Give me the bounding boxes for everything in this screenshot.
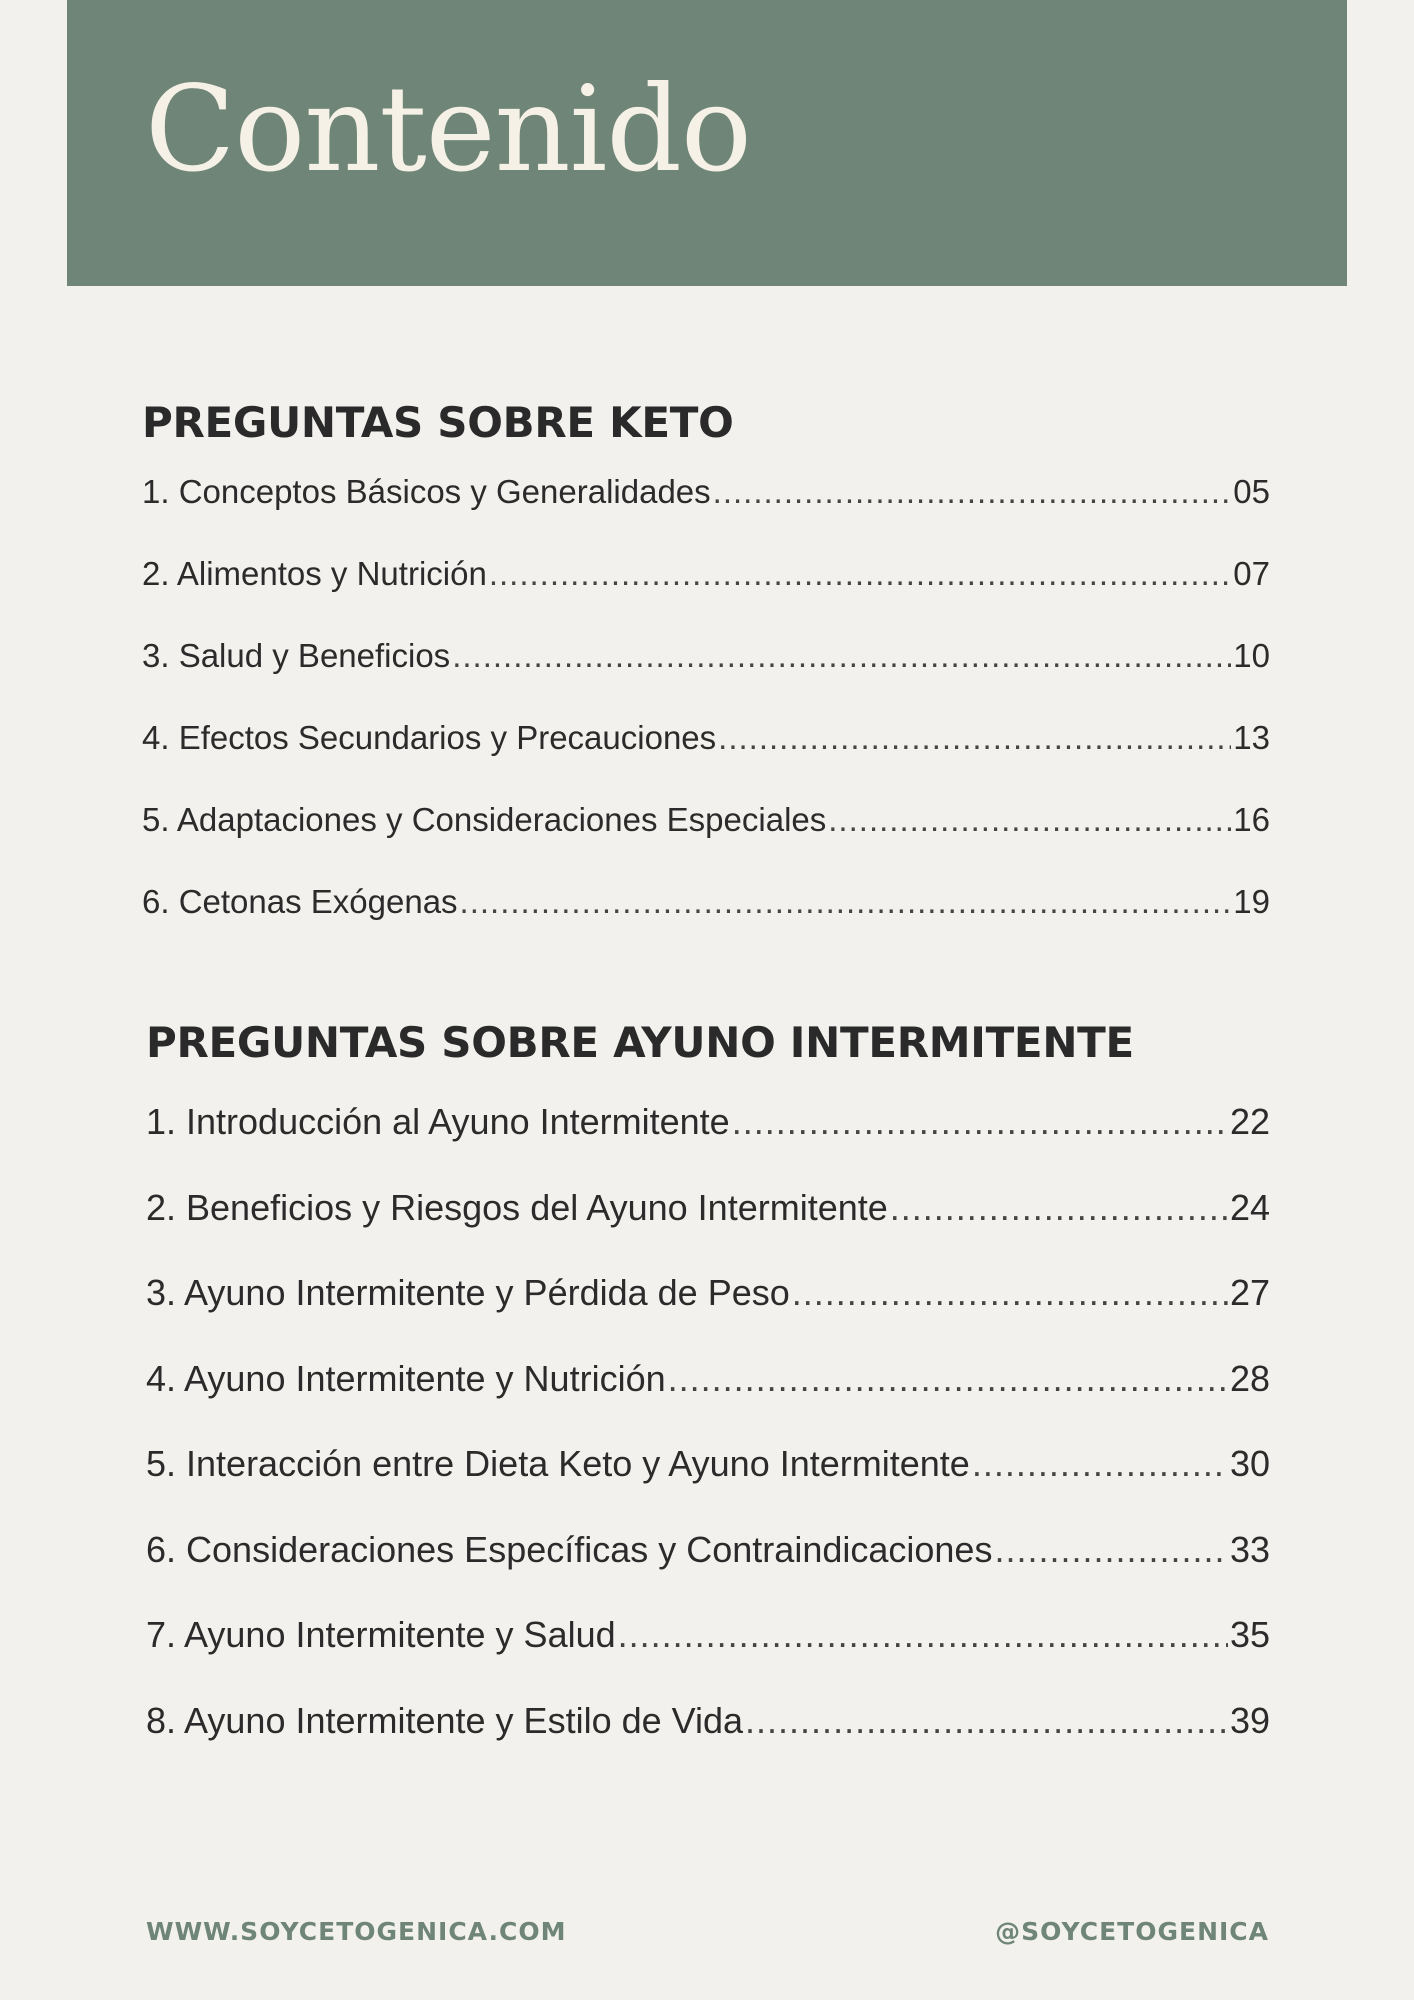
toc-page-number: 10 <box>1233 637 1270 674</box>
toc-item[interactable] <box>142 883 1270 965</box>
dot-leader <box>618 1614 1228 1656</box>
dot-leader <box>745 1700 1228 1742</box>
section-heading: PREGUNTAS SOBRE KETO <box>142 398 734 447</box>
toc-item[interactable] <box>142 801 1270 883</box>
toc-list <box>146 1101 1270 1785</box>
toc-item-label: 4. Ayuno Intermitente y Nutrición <box>146 1357 666 1399</box>
header-band <box>67 0 1347 286</box>
dot-leader <box>994 1529 1228 1571</box>
toc-list <box>142 473 1270 965</box>
toc-item[interactable] <box>146 1358 1270 1444</box>
toc-item-label: 7. Ayuno Intermitente y Salud <box>146 1614 616 1655</box>
toc-page-number: 30 <box>1229 1443 1270 1484</box>
toc-item[interactable] <box>146 1700 1270 1786</box>
toc-item-label: 8. Ayuno Intermitente y Estilo de Vida <box>146 1699 744 1741</box>
toc-item[interactable] <box>146 1529 1270 1615</box>
dot-leader <box>972 1443 1228 1485</box>
toc-item[interactable] <box>142 637 1270 719</box>
dot-leader <box>668 1358 1228 1400</box>
toc-item-label: 4. Efectos Secundarios y Precauciones <box>142 719 717 756</box>
page-title: Contenido <box>145 60 751 198</box>
dot-leader <box>718 719 1231 757</box>
dot-leader <box>732 1101 1228 1143</box>
toc-item[interactable] <box>146 1614 1270 1700</box>
toc-item[interactable] <box>142 473 1270 555</box>
toc-page-number: 33 <box>1229 1528 1270 1570</box>
toc-page-number: 28 <box>1229 1357 1270 1399</box>
toc-item-label: 5. Interacción entre Dieta Keto y Ayuno Intermitente <box>146 1443 970 1484</box>
toc-item[interactable] <box>146 1187 1270 1273</box>
dot-leader <box>452 637 1231 675</box>
toc-item-label: 3. Ayuno Intermitente y Pérdida de Peso <box>146 1272 790 1313</box>
toc-page-number: 13 <box>1233 719 1270 756</box>
toc-item-label: 1. Conceptos Básicos y Generalidades <box>142 473 711 510</box>
toc-page-number: 27 <box>1229 1272 1270 1313</box>
toc-item[interactable] <box>146 1101 1270 1187</box>
toc-item[interactable] <box>142 719 1270 801</box>
toc-item[interactable] <box>146 1443 1270 1529</box>
dot-leader <box>890 1187 1228 1229</box>
toc-page-number: 16 <box>1233 801 1270 838</box>
dot-leader <box>713 473 1232 511</box>
toc-item-label: 2. Alimentos y Nutrición <box>142 555 487 592</box>
toc-item-label: 6. Consideraciones Específicas y Contraindicaciones <box>146 1528 993 1570</box>
toc-item-label: 1. Introducción al Ayuno Intermitente <box>146 1101 730 1142</box>
toc-page-number: 22 <box>1229 1101 1270 1142</box>
toc-item-label: 2. Beneficios y Riesgos del Ayuno Intermitente <box>146 1186 888 1228</box>
toc-page-number: 19 <box>1233 883 1270 920</box>
toc-page-number: 07 <box>1233 555 1270 592</box>
section-ayuno <box>146 1015 1276 1785</box>
toc-page-number: 24 <box>1229 1186 1270 1228</box>
section-keto <box>142 395 1272 965</box>
toc-item-label: 6. Cetonas Exógenas <box>142 883 458 920</box>
footer-social-handle[interactable]: @SOYCETOGENICA <box>995 1917 1269 1946</box>
dot-leader <box>792 1272 1228 1314</box>
dot-leader <box>460 883 1232 921</box>
dot-leader <box>489 555 1231 593</box>
footer-website-link[interactable]: WWW.SOYCETOGENICA.COM <box>146 1917 567 1946</box>
toc-item[interactable] <box>146 1272 1270 1358</box>
toc-page-number: 35 <box>1229 1614 1270 1655</box>
toc-item[interactable] <box>142 555 1270 637</box>
toc-item-label: 3. Salud y Beneficios <box>142 637 451 674</box>
toc-page-number: 05 <box>1233 473 1270 510</box>
section-heading: PREGUNTAS SOBRE AYUNO INTERMITENTE <box>146 1018 1134 1067</box>
toc-page-number: 39 <box>1229 1699 1270 1741</box>
toc-item-label: 5. Adaptaciones y Consideraciones Especiales <box>142 801 827 838</box>
dot-leader <box>828 801 1231 839</box>
